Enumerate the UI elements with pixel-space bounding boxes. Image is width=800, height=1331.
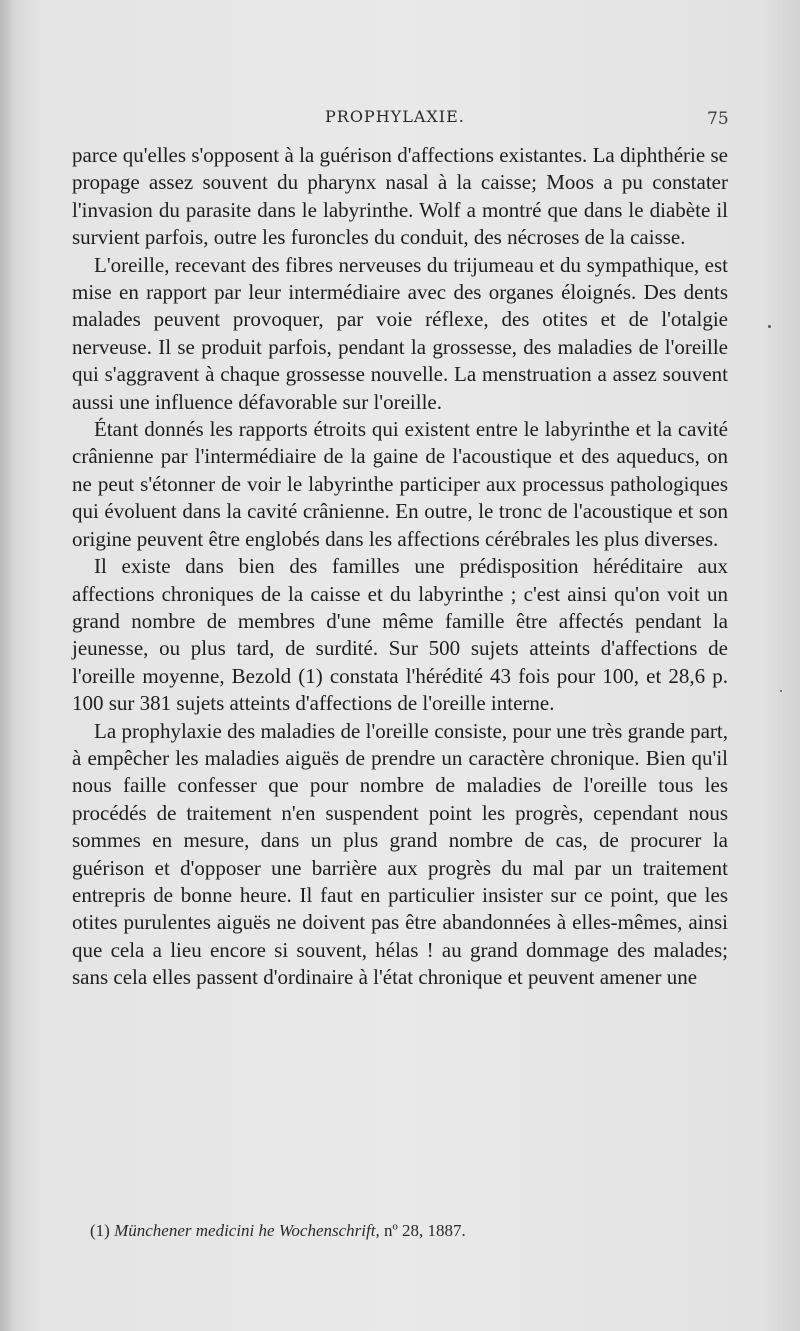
page-header: [0, 107, 800, 137]
paragraph: La prophylaxie des maladies de l'oreille consiste, pour une très grande part, à empêcher les maladies aiguës de prendre un caractère chronique. Bien qu'il nous faille confesser que pour nombre de maladies de l'oreille tous les procédés de traitement n'en suspendent point les progrès, cependant nous sommes en mesure, dans un plus grand nombre de cas, de procurer la guérison et d'opposer une barrière aux progrès du mal par un traitement entrepris de bonne heure. Il faut en particulier insister sur ce point, que les otites purulentes aiguës ne doivent pas être abandonnées à elles-mêmes, ainsi que cela a lieu encore si souvent, hélas ! au grand dommage des malades; sans cela elles passent d'ordinaire à l'état chronique et peuvent amener une: [72, 718, 728, 990]
paragraph: parce qu'elles s'opposent à la guérison d'affections existantes. La diphthérie se propage assez souvent du pharynx nasal à la caisse; Moos a pu constater l'invasion du parasite dans le labyrinthe. Wolf a montré que dans le diabète il survient parfois, outre les furoncles du conduit, des nécroses de la caisse.: [72, 143, 728, 250]
paragraph: L'oreille, recevant des fibres nerveuses du trijumeau et du sympathique, est mise en rapport par leur intermédiaire avec des organes éloignés. Des dents malades peuvent provoquer, par voie réflexe, des otites et de l'otalgie nerveuse. Il se produit parfois, pendant la grossesse, des maladies de l'oreille qui s'aggravent à chaque grossesse nouvelle. La menstruation a assez souvent aussi une influence défavorable sur l'oreille.: [72, 252, 728, 414]
page-number: 75: [707, 109, 729, 129]
running-title: PROPHYLAXIE.: [325, 107, 465, 126]
print-speck: [768, 325, 771, 328]
paragraph: Étant donnés les rapports étroits qui existent entre le labyrinthe et la cavité crânienne par l'intermédiaire de la gaine de l'acoustique et des aqueducs, on ne peut s'étonner de voir le labyrinthe participer aux processus pathologiques qui évoluent dans la cavité crânienne. En outre, le tronc de l'acoustique et son origine peuvent être englobés dans les affections cérébrales les plus diverses.: [72, 417, 728, 551]
print-speck: [780, 690, 782, 692]
footnote-marker: (1): [90, 1221, 110, 1240]
paragraph: Il existe dans bien des familles une prédisposition héréditaire aux affections chroniques de la caisse et du labyrinthe ; c'est ainsi qu'on voit un grand nombre de membres d'une même famille être affectés pendant la jeunesse, ou plus tard, de surdité. Sur 500 sujets atteints d'affections de l'oreille moyenne, Bezold (1) constata l'hérédité 43 fois pour 100, et 28,6 p. 100 sur 381 sujets atteints d'affections de l'oreille interne.: [72, 554, 728, 716]
footnote: [90, 1221, 466, 1241]
footnote-reference: nº 28, 1887.: [383, 1221, 466, 1240]
footnote-journal: Münchener medicini he Wochenschrift,: [114, 1221, 380, 1240]
page-edge-shadow: [0, 0, 14, 1331]
body-text: [72, 142, 728, 992]
